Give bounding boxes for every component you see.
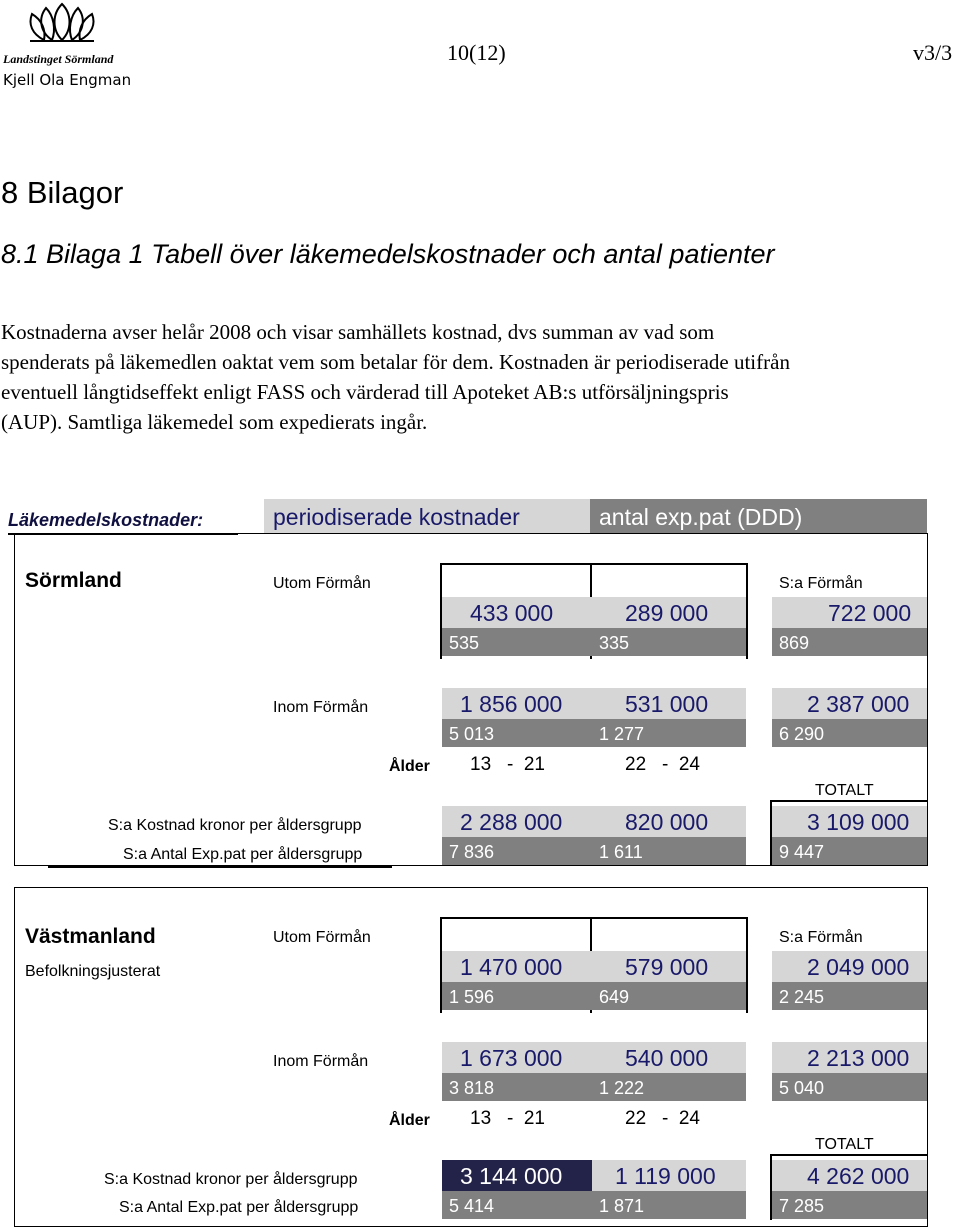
paragraph-line: eventuell långtidseffekt enligt FASS och värderad till Apoteket AB:s utförsäljningspris — [1, 380, 729, 404]
pat-value: 1 277 — [599, 724, 645, 744]
col-divider — [770, 1154, 772, 1220]
legend-costs — [264, 499, 590, 533]
age-label: Ålder — [389, 1112, 430, 1129]
age-group: 22 - 24 — [625, 1108, 700, 1129]
sum-cost-label: S:a Kostnad kronor per åldersgrupp — [108, 817, 362, 834]
row-divider — [440, 917, 748, 919]
row-divider — [770, 1154, 928, 1156]
cost-value: 3 144 000 — [460, 1163, 563, 1189]
age-group: 22 - 24 — [625, 754, 700, 775]
sum-formán-label: S:a Förmån — [779, 575, 863, 592]
cost-value: 289 000 — [625, 600, 709, 626]
pat-value: 1 611 — [599, 842, 643, 862]
utom-label: Utom Förmån — [273, 929, 371, 946]
region-name: Västmanland — [25, 925, 156, 948]
utom-pat-bar — [442, 628, 746, 656]
legend-patients — [590, 499, 927, 533]
region-name: Sörmland — [25, 569, 122, 592]
pat-total-value: 7 285 — [779, 1196, 825, 1216]
cost-total-value: 2 213 000 — [807, 1045, 910, 1071]
age-group: 13 - 21 — [470, 1108, 545, 1129]
paragraph-line: (AUP). Samtliga läkemedel som expedierats ingår. — [1, 410, 428, 434]
sum-pat-label: S:a Antal Exp.pat per åldersgrupp — [119, 1199, 359, 1216]
pat-value: 335 — [599, 633, 630, 653]
total-label: TOTALT — [815, 1136, 874, 1153]
age-group: 13 - 21 — [470, 754, 545, 775]
age-label: Ålder — [389, 758, 430, 775]
pat-value: 5 414 — [449, 1196, 495, 1216]
section-title: 8.1 Bilaga 1 Tabell över läkemedelskostnader och antal patienter — [1, 239, 775, 269]
pat-total-value: 869 — [779, 633, 810, 653]
cost-value: 2 288 000 — [460, 809, 563, 835]
pat-value: 3 818 — [449, 1078, 495, 1098]
cost-total-value: 4 262 000 — [807, 1163, 910, 1189]
page-number: 10(12) — [447, 40, 506, 65]
cost-value: 531 000 — [625, 691, 709, 717]
inom-label: Inom Förmån — [273, 699, 369, 716]
cost-value: 433 000 — [470, 600, 554, 626]
region-subtitle: Befolkningsjusterat — [25, 963, 161, 980]
author-name: Kjell Ola Engman — [3, 71, 132, 89]
pat-total-value: 2 245 — [779, 987, 825, 1007]
sum-underline — [48, 866, 392, 868]
col-divider — [770, 800, 772, 866]
pat-value: 7 836 — [449, 842, 495, 862]
pat-total-value: 6 290 — [779, 724, 825, 744]
legend-costs-label: periodiserade kostnader — [273, 504, 520, 530]
cost-value: 579 000 — [625, 954, 709, 980]
legend-patients-label: antal exp.pat (DDD) — [599, 504, 803, 530]
sum-cost-label: S:a Kostnad kronor per åldersgrupp — [104, 1171, 358, 1188]
cost-value: 540 000 — [625, 1045, 709, 1071]
row-divider — [770, 800, 928, 802]
inom-label: Inom Förmån — [273, 1053, 369, 1070]
page-title: 8 Bilagor — [1, 175, 124, 210]
pat-value: 1 222 — [599, 1078, 645, 1098]
version-label: v3/3 — [913, 40, 953, 65]
cost-total-value: 722 000 — [828, 600, 912, 626]
cost-value: 820 000 — [625, 809, 709, 835]
pat-value: 1 596 — [449, 987, 495, 1007]
pat-total-value: 5 040 — [779, 1078, 825, 1098]
pat-total-value: 9 447 — [779, 842, 825, 862]
cost-total-value: 2 049 000 — [807, 954, 910, 980]
utom-label: Utom Förmån — [273, 575, 371, 592]
pat-value: 535 — [449, 633, 480, 653]
cost-value: 1 856 000 — [460, 691, 563, 717]
sum-formán-label: S:a Förmån — [779, 929, 863, 946]
total-label: TOTALT — [815, 782, 874, 799]
paragraph-line: spenderats på läkemedlen oaktat vem som betalar för dem. Kostnaden är periodiserade utifrån — [1, 350, 790, 374]
col-divider — [746, 917, 748, 1013]
cost-value: 1 470 000 — [460, 954, 563, 980]
table-title: Läkemedelskostnader: — [8, 510, 204, 530]
paragraph-line: Kostnaderna avser helår 2008 och visar samhällets kostnad, dvs summan av vad som — [1, 320, 715, 344]
landsting-logo-icon — [22, 0, 102, 44]
cost-value: 1 119 000 — [615, 1163, 716, 1189]
cost-total-value: 2 387 000 — [807, 691, 910, 717]
cost-value: 1 673 000 — [460, 1045, 563, 1071]
pat-value: 649 — [599, 987, 630, 1007]
cost-total-value: 3 109 000 — [807, 809, 910, 835]
col-divider — [746, 563, 748, 659]
intro-paragraph — [1, 317, 956, 437]
pat-value: 5 013 — [449, 724, 495, 744]
row-divider — [440, 563, 748, 565]
sum-pat-label: S:a Antal Exp.pat per åldersgrupp — [123, 846, 363, 863]
org-logo-text: Landstinget Sörmland — [3, 52, 114, 66]
pat-value: 1 871 — [599, 1196, 645, 1216]
